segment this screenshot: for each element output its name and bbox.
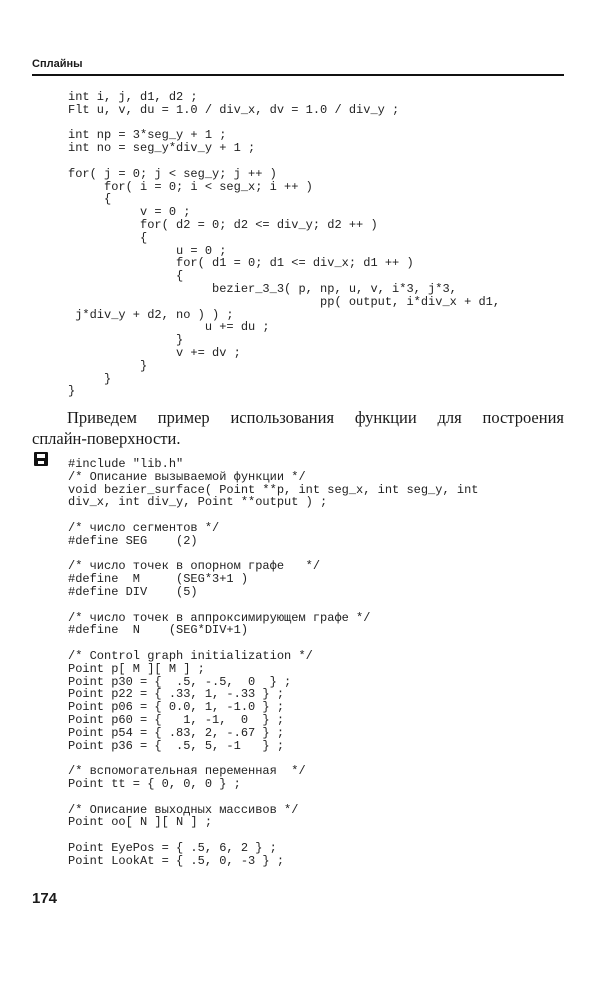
floppy-disk-icon — [34, 452, 48, 466]
paragraph-line-2: сплайн-поверхности. — [32, 429, 181, 448]
code-block-listing: #include "lib.h" /* Описание вызываемой функции */ void bezier_surface( Point **p, int seg_x, int seg_y, int div_x, int div_y, Point **output ) ; /* число сегментов */ #define SEG (2) /* число точек в опорном графе */ #define M (SEG*3+1 ) #define DIV (5) /* число точек в аппроксимирующем графе */ #define N (SEG*DIV+1) /* Control graph initialization */ Point p[ M ][ M ] ; Point p30 = { .5, -.5, 0 } ; Point p22 = { .33, 1, -.33 } ; Point p06 = { 0.0, 1, -1.0 } ; Point p60 = { 1, -1, 0 } ; Point p54 = { .83, 2, -.67 } ; Point p36 = { .5, 5, -1 } ; /* вспомогательная переменная */ Point tt = { 0, 0, 0 } ; /* Описание выходных массивов */ Point oo[ N ][ N ] ; Point EyePos = { .5, 6, 2 } ; Point LookAt = { .5, 0, -3 } ; — [68, 457, 479, 868]
body-paragraph — [32, 407, 564, 449]
running-header: Сплайны — [32, 58, 83, 70]
header-rule — [32, 74, 564, 76]
page-number: 174 — [32, 890, 58, 907]
paragraph-line-1: Приведем пример использования функции для построения — [67, 408, 564, 427]
code-block-loop: int i, j, d1, d2 ; Flt u, v, du = 1.0 / div_x, dv = 1.0 / div_y ; int np = 3*seg_y + 1 ; int no = seg_y*div_y + 1 ; for( j = 0; j < seg_y; j ++ ) for( i = 0; i < seg_x; i ++ ) { v = 0 ; for( d2 = 0; d2 <= div_y; d2 ++ ) { u = 0 ; for( d1 = 0; d1 <= div_x; d1 ++ ) { bezier_3_3( p, np, u, v, i*3, j*3, pp( output, i*div_x + d1, j*div_y + d2, no ) ) ; u += du ; } v += dv ; } } } — [68, 90, 501, 399]
